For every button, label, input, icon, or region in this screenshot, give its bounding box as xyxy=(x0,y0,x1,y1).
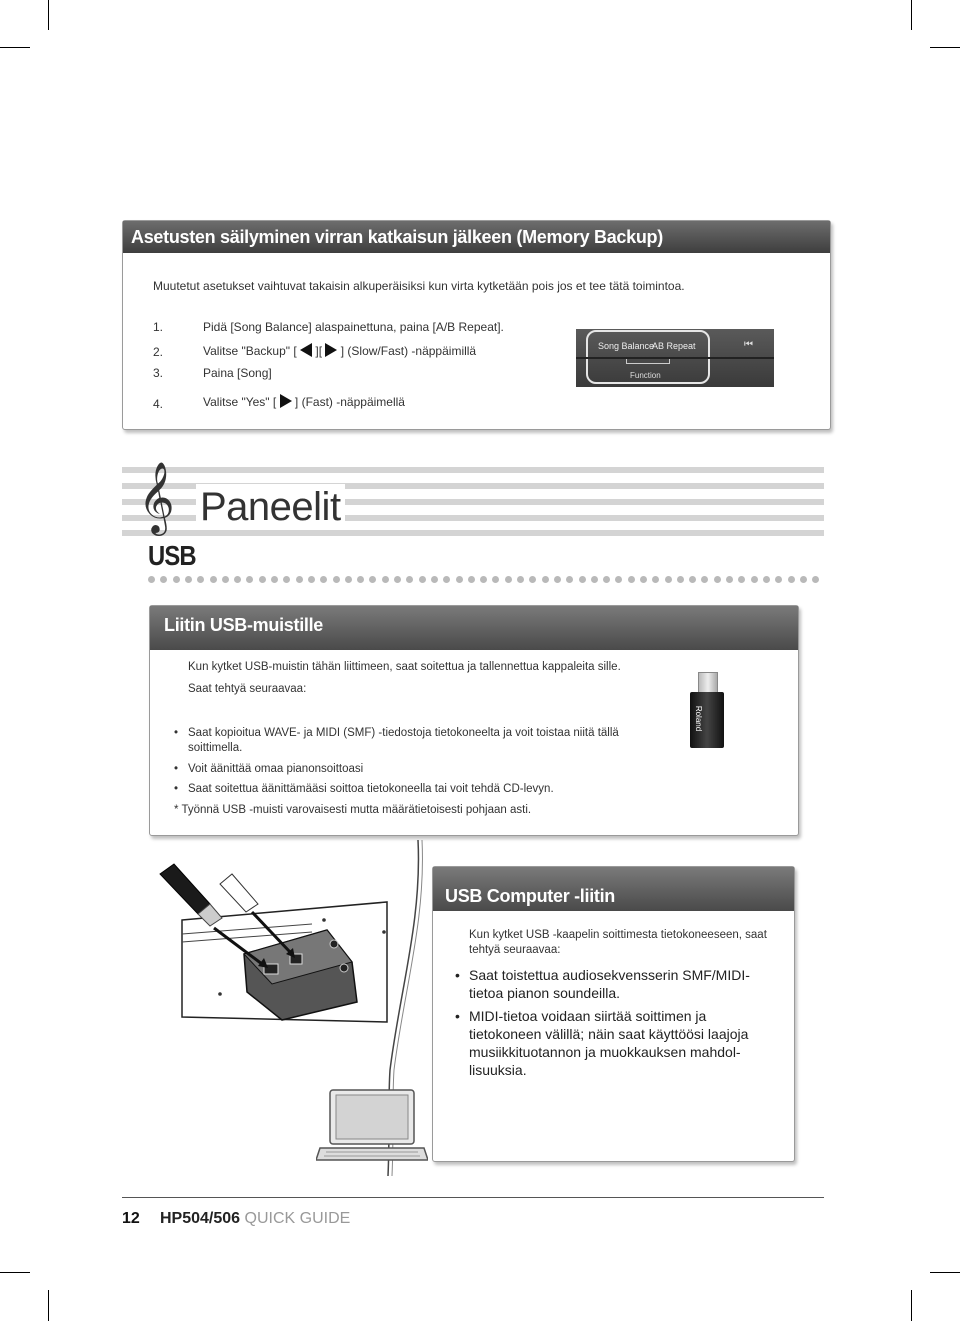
step-text xyxy=(203,343,476,358)
usb-connector xyxy=(698,672,718,694)
divider-dot xyxy=(505,576,512,583)
footer-rule xyxy=(122,1197,824,1198)
page-number: 12 xyxy=(122,1210,140,1227)
divider-dot xyxy=(271,576,278,583)
divider-dot xyxy=(160,576,167,583)
divider-dot xyxy=(492,576,499,583)
divider-dot xyxy=(369,576,376,583)
usb-stick-image xyxy=(690,672,724,748)
list-item-text: tietokoneen välillä; näin saat käyttöösi laajoja xyxy=(469,1026,749,1042)
section-title: USB xyxy=(148,540,196,571)
song-balance-label: Song Balance xyxy=(598,341,655,351)
list-item-text: lisuuksia. xyxy=(469,1062,527,1078)
divider-dot xyxy=(640,576,647,583)
list-item xyxy=(469,966,750,1002)
list-item-text: tietoa pianon soundeilla. xyxy=(469,985,621,1001)
step-text-part: Valitse "Backup" [ xyxy=(203,344,297,358)
divider-dot xyxy=(246,576,253,583)
usb-memory-intro-2: Saat tehtyä seuraavaa: xyxy=(188,683,307,695)
function-label: Function xyxy=(630,371,661,380)
divider-dot xyxy=(345,576,352,583)
usb-memory-intro: Kun kytket USB-muistin tähän liittimeen, saat soitettua ja tallennettua kappaleita sille. xyxy=(188,661,621,673)
divider-dot xyxy=(689,576,696,583)
divider-dot xyxy=(665,576,672,583)
divider-dot xyxy=(382,576,389,583)
list-item-continuation: soittimella. xyxy=(188,742,243,754)
divider-dot xyxy=(468,576,475,583)
divider-dot xyxy=(763,576,770,583)
list-item-text: Saat kopioitua WAVE- ja MIDI (SMF) -tiedostoja tietokoneelta ja voit toistaa niitä tällä xyxy=(188,727,619,739)
divider-dot xyxy=(701,576,708,583)
divider-dot xyxy=(542,576,549,583)
divider-dot xyxy=(197,576,204,583)
crop-mark xyxy=(911,0,912,30)
staff-line xyxy=(122,530,824,536)
divider-dot xyxy=(394,576,401,583)
footer-model xyxy=(160,1210,350,1228)
crop-mark xyxy=(911,1290,912,1321)
divider-dot xyxy=(419,576,426,583)
list-item-text: • MIDI-tietoa voidaan siirtää soittimen ja xyxy=(469,1008,707,1024)
usb-computer-box xyxy=(432,866,795,1162)
skip-back-icon: ⏮ xyxy=(744,339,753,350)
step-number: 1. xyxy=(153,320,164,334)
button-strip xyxy=(576,357,774,359)
memory-backup-intro: Muutetut asetukset vaihtuvat takaisin alkuperäisiksi kun virta kytketään pois jos et tee tätä toimintoa. xyxy=(153,279,685,293)
divider-dot xyxy=(222,576,229,583)
crop-mark xyxy=(48,0,49,30)
memory-backup-box xyxy=(122,220,831,430)
page-title: Paneelit xyxy=(196,484,345,530)
list-item-text: Saat soitettua äänittämääsi soittoa tietokoneella tai voit tehdä CD-levyn. xyxy=(188,783,554,795)
divider-dot xyxy=(333,576,340,583)
footer-model-name: HP504/506 xyxy=(160,1210,241,1227)
divider-dot xyxy=(714,576,721,583)
divider-dot xyxy=(431,576,438,583)
divider-dot xyxy=(579,576,586,583)
fast-right-icon xyxy=(325,343,337,357)
usb-computer-intro: Kun kytket USB -kaapelin soittimesta tietokoneeseen, saat xyxy=(469,929,767,941)
divider-dot xyxy=(517,576,524,583)
usb-brand-logo: Roland xyxy=(694,705,704,732)
usb-computer-intro-2: tehtyä seuraavaa: xyxy=(469,944,561,956)
divider-dot xyxy=(320,576,327,583)
panel-buttons-image xyxy=(576,329,774,387)
divider-dot xyxy=(652,576,659,583)
step-number: 2. xyxy=(153,345,164,359)
divider-dot xyxy=(566,576,573,583)
usb-memory-box xyxy=(149,605,799,836)
step-text xyxy=(203,394,405,409)
divider-dot xyxy=(812,576,819,583)
divider-dot xyxy=(615,576,622,583)
list-item xyxy=(188,783,554,795)
crop-mark xyxy=(48,1290,49,1321)
divider-dot xyxy=(456,576,463,583)
laptop-icon xyxy=(316,1088,428,1164)
divider-dot xyxy=(480,576,487,583)
divider-dot xyxy=(603,576,610,583)
divider-dot xyxy=(173,576,180,583)
usb-memory-title: Liitin USB-muistille xyxy=(150,606,798,650)
divider-dot xyxy=(357,576,364,583)
divider-dot xyxy=(628,576,635,583)
divider-dot xyxy=(677,576,684,583)
divider-dot xyxy=(283,576,290,583)
divider-dot xyxy=(788,576,795,583)
list-item-text: • Saat toistettua audiosekvensserin SMF/MIDI- xyxy=(469,967,750,983)
divider-dot xyxy=(210,576,217,583)
list-item-text: musiikkituotannon ja muokkauksen mahdol- xyxy=(469,1044,741,1060)
staff-line xyxy=(122,467,824,473)
step-text-part: ][ xyxy=(315,344,323,358)
step-text-part: ] (Fast) -näppäimellä xyxy=(294,395,405,409)
divider-dot xyxy=(529,576,536,583)
divider-dot xyxy=(185,576,192,583)
divider-dot xyxy=(775,576,782,583)
footer-guide-label: QUICK GUIDE xyxy=(244,1210,351,1227)
slow-left-icon xyxy=(300,343,312,357)
list-item-text: Voit äänittää omaa pianonsoittoasi xyxy=(188,763,364,775)
divider-dot xyxy=(591,576,598,583)
usb-note: * Työnnä USB -muisti varovaisesti mutta määrätietoisesti pohjaan asti. xyxy=(174,804,532,816)
crop-mark xyxy=(0,1272,30,1273)
divider-dot xyxy=(726,576,733,583)
ab-repeat-label: AB Repeat xyxy=(652,341,696,351)
divider-dot xyxy=(738,576,745,583)
list-item xyxy=(469,1007,748,1079)
step-text: Paina [Song] xyxy=(203,366,272,380)
divider-dot xyxy=(308,576,315,583)
divider-dot xyxy=(554,576,561,583)
memory-backup-title: Asetusten säilyminen virran katkaisun jälkeen (Memory Backup) xyxy=(123,221,830,253)
divider-dot xyxy=(800,576,807,583)
crop-mark xyxy=(930,1272,960,1273)
step-text-part: ] (Slow/Fast) -näppäimillä xyxy=(340,344,477,358)
list-item xyxy=(188,727,619,739)
usb-port-illustration xyxy=(152,862,392,1052)
step-text-part: Valitse "Yes" [ xyxy=(203,395,277,409)
divider-dot xyxy=(234,576,241,583)
crop-mark xyxy=(0,47,30,48)
usb-computer-title: USB Computer -liitin xyxy=(433,867,794,911)
treble-clef-icon: 𝄞 xyxy=(138,460,175,533)
step-number: 3. xyxy=(153,366,164,380)
divider-dot xyxy=(443,576,450,583)
divider-dot xyxy=(296,576,303,583)
step-number: 4. xyxy=(153,397,164,411)
step-text: Pidä [Song Balance] alaspainettuna, paina [A/B Repeat]. xyxy=(203,320,504,334)
divider-dot xyxy=(406,576,413,583)
divider-dot xyxy=(148,576,155,583)
crop-mark xyxy=(930,47,960,48)
divider-dot xyxy=(259,576,266,583)
fast-right-icon xyxy=(280,394,292,408)
list-item xyxy=(188,763,363,775)
divider-dot xyxy=(751,576,758,583)
